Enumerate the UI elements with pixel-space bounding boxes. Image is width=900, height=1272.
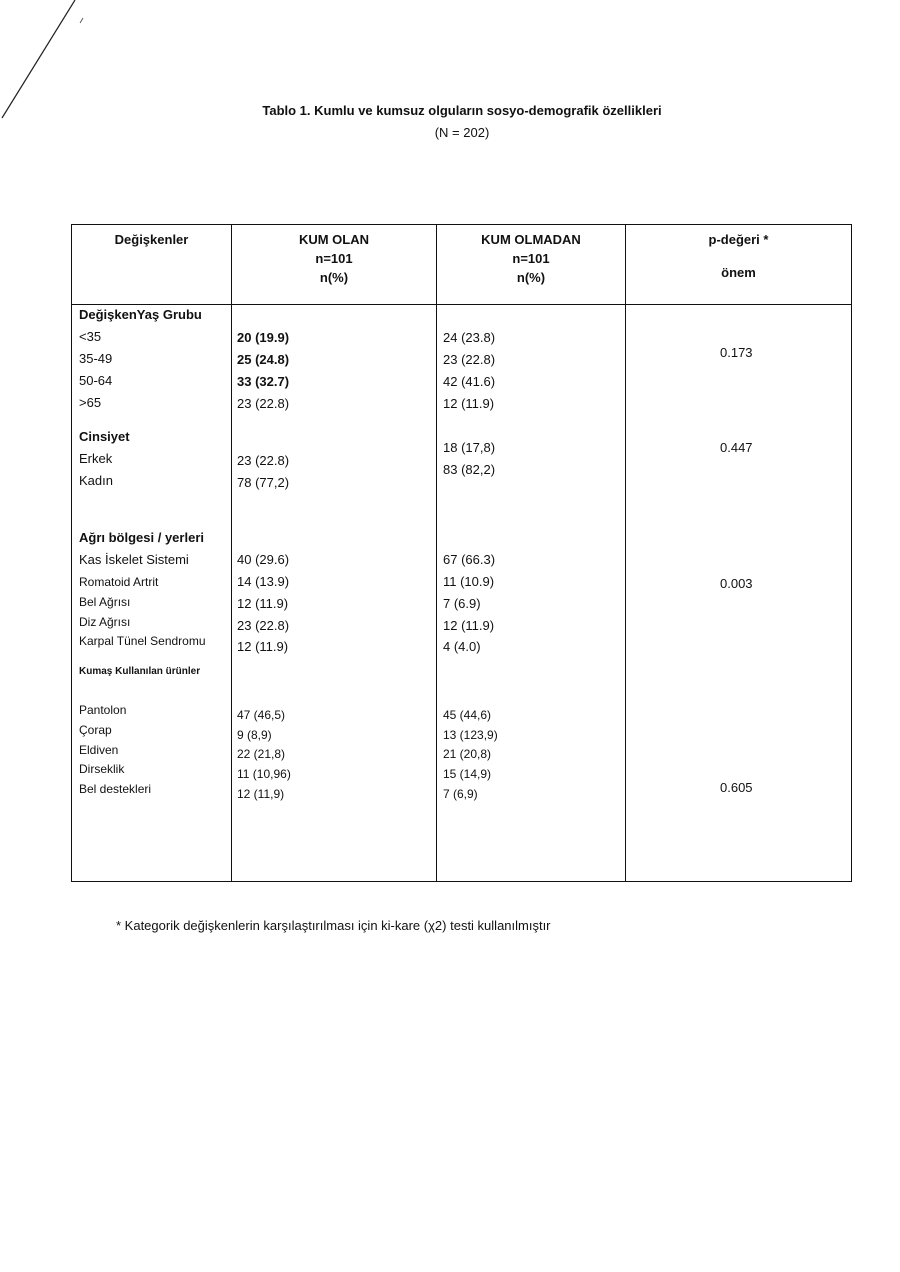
cell-group2: 24 (23.8) xyxy=(443,330,496,345)
cell-group1: 25 (24.8) xyxy=(237,352,290,367)
row-label: Diz Ağrısı xyxy=(79,615,131,629)
row-label: Kas İskelet Sistemi xyxy=(79,552,189,567)
cell-group1: 23 (22.8) xyxy=(237,618,290,633)
header-significance-label: önem xyxy=(721,265,756,280)
cell-group2: 23 (22.8) xyxy=(443,352,496,367)
header-group1 xyxy=(232,230,436,287)
cell-group2: 12 (11.9) xyxy=(443,396,495,411)
p-value: 0.605 xyxy=(720,780,753,795)
header-group2-name: KUM OLMADAN xyxy=(481,232,581,247)
row-label: Kadın xyxy=(79,473,113,488)
header-pvalue xyxy=(626,230,851,282)
cell-group2: 83 (82,2) xyxy=(443,462,496,477)
cell-group2: 18 (17,8) xyxy=(443,440,496,455)
header-divider xyxy=(72,304,851,305)
row-label: Karpal Tünel Sendromu xyxy=(79,634,206,648)
section-heading-sex: Cinsiyet xyxy=(79,429,130,444)
row-label: Bel destekleri xyxy=(79,782,152,796)
header-group1-n: n=101 xyxy=(315,251,353,266)
cell-group1: 47 (46,5) xyxy=(237,708,286,722)
cell-group1: 20 (19.9) xyxy=(237,330,290,345)
header-group2-unit: n(%) xyxy=(516,270,546,285)
header-variables xyxy=(72,230,231,249)
cell-group2: 42 (41.6) xyxy=(443,374,496,389)
row-label: Romatoid Artrit xyxy=(79,575,159,589)
column-divider xyxy=(625,225,626,881)
row-label: 50-64 xyxy=(79,373,113,388)
cell-group2: 67 (66.3) xyxy=(443,552,496,567)
cell-group2: 13 (123,9) xyxy=(443,728,498,742)
cell-group2: 11 (10.9) xyxy=(443,574,495,589)
header-group1-name: KUM OLAN xyxy=(298,232,370,247)
row-label: Erkek xyxy=(79,451,113,466)
row-label: Dirseklik xyxy=(79,762,125,776)
p-value: 0.447 xyxy=(720,440,753,455)
cell-group1: 23 (22.8) xyxy=(237,396,290,411)
cell-group1: 22 (21,8) xyxy=(237,747,286,761)
column-divider xyxy=(231,225,232,881)
cell-group2: 4 (4.0) xyxy=(443,639,481,654)
cell-group1: 33 (32.7) xyxy=(237,374,290,389)
cell-group2: 12 (11.9) xyxy=(443,618,495,633)
cell-group1: 14 (13.9) xyxy=(237,574,290,589)
cell-group1: 9 (8,9) xyxy=(237,728,272,742)
table-subtitle: (N = 202) xyxy=(434,125,490,140)
section-heading-age: DeğişkenYaş Grubu xyxy=(79,307,202,322)
cell-group1: 40 (29.6) xyxy=(237,552,290,567)
row-label: <35 xyxy=(79,329,102,344)
header-pvalue-label: p-değeri * xyxy=(708,232,769,247)
row-label: Pantolon xyxy=(79,703,127,717)
row-label: >65 xyxy=(79,395,102,410)
cell-group1: 12 (11.9) xyxy=(237,639,289,654)
cell-group1: 11 (10,96) xyxy=(237,767,291,781)
p-value: 0.173 xyxy=(720,345,753,360)
row-label: Bel Ağrısı xyxy=(79,595,131,609)
row-label: Eldiven xyxy=(79,743,119,757)
cell-group2: 45 (44,6) xyxy=(443,708,492,722)
data-table xyxy=(71,224,852,882)
header-group2 xyxy=(437,230,625,287)
column-divider xyxy=(436,225,437,881)
cell-group2: 7 (6.9) xyxy=(443,596,481,611)
row-label: Çorap xyxy=(79,723,112,737)
cell-group1: 12 (11,9) xyxy=(237,787,285,801)
cell-group2: 7 (6,9) xyxy=(443,787,478,801)
cell-group1: 78 (77,2) xyxy=(237,475,290,490)
section-heading-fabric: Kumaş Kullanılan ürünler xyxy=(79,666,201,677)
cell-group2: 15 (14,9) xyxy=(443,767,492,781)
header-group2-n: n=101 xyxy=(512,251,550,266)
table-footnote: * Kategorik değişkenlerin karşılaştırılması için ki-kare (χ2) testi kullanılmıştır xyxy=(116,918,551,933)
cell-group1: 12 (11.9) xyxy=(237,596,289,611)
table-title: Tablo 1. Kumlu ve kumsuz olguların sosyo-demografik özellikleri xyxy=(262,103,662,118)
cell-group2: 21 (20,8) xyxy=(443,747,492,761)
header-variables-label: Değişkenler xyxy=(114,232,189,247)
p-value: 0.003 xyxy=(720,576,753,591)
row-label: 35-49 xyxy=(79,351,113,366)
cell-group1: 23 (22.8) xyxy=(237,453,290,468)
section-heading-pain: Ağrı bölgesi / yerleri xyxy=(79,530,204,545)
header-group1-unit: n(%) xyxy=(319,270,349,285)
